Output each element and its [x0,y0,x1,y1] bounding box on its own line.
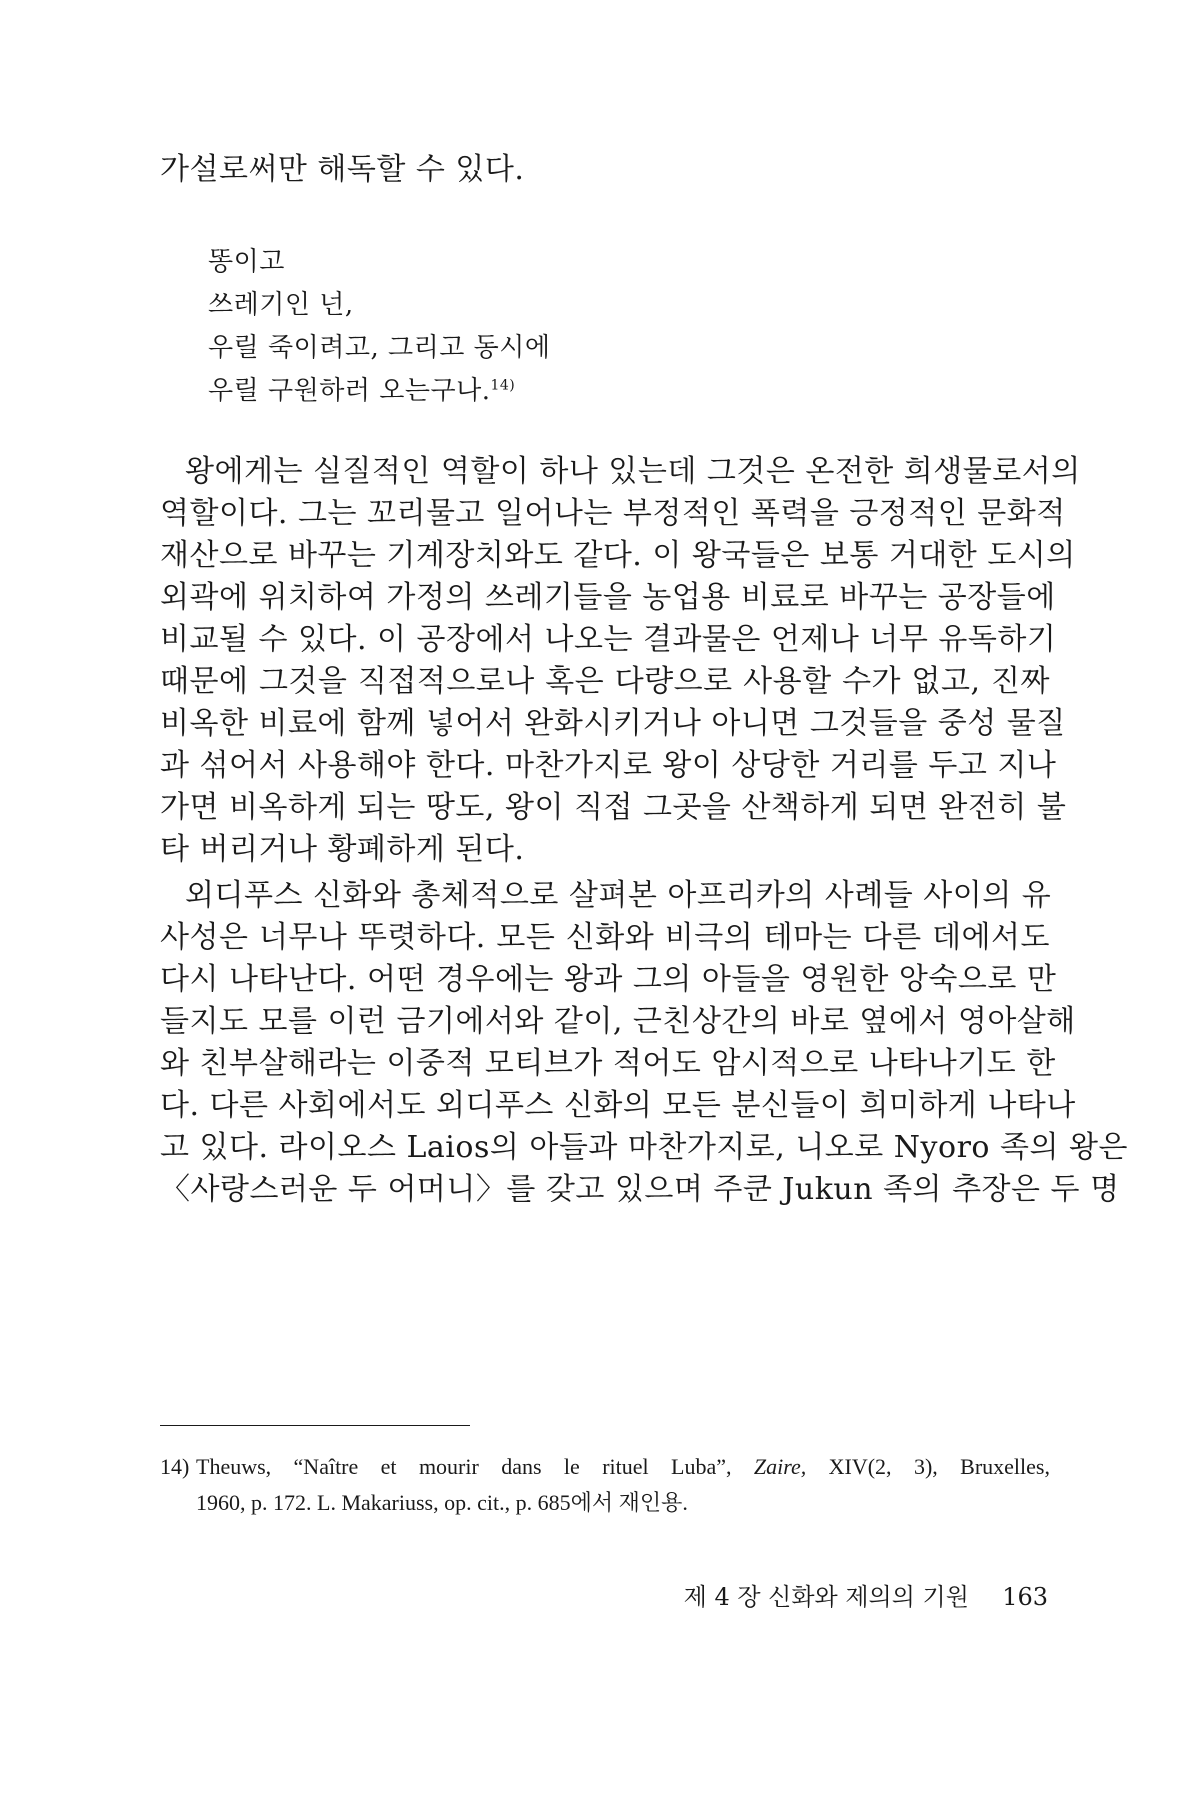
footnote-journal: Zaire, [753,1454,807,1479]
paragraph-line: 과 섞어서 사용해야 한다. 마찬가지로 왕이 상당한 거리를 두고 지나 [160,748,1057,783]
paragraph-line: 들지도 모를 이런 금기에서와 같이, 근친상간의 바로 옆에서 영아살해 [160,1004,1076,1039]
paragraph-line: 다시 나타난다. 어떤 경우에는 왕과 그의 아들을 영원한 앙숙으로 만 [160,962,1057,997]
footnote-divider [160,1425,470,1426]
paragraph-line: 비옥한 비료에 함께 넣어서 완화시키거나 아니면 그것들을 중성 물질 [160,706,1066,741]
paragraph-line: 때문에 그것을 직접적으로나 혹은 다량으로 사용할 수가 없고, 진짜 [160,664,1050,699]
paragraph-line: 〈사랑스러운 두 어머니〉를 갖고 있으며 주쿤 Jukun 족의 추장은 두 명 [160,1172,1120,1207]
footnote-line [160,1450,1050,1484]
paragraph-line: 역할이다. 그는 꼬리물고 일어나는 부정적인 폭력을 긍정적인 문화적 [160,496,1066,531]
page-footer [640,1580,1048,1614]
paragraph-line: 외디푸스 신화와 총체적으로 살펴본 아프리카의 사례들 사이의 유 [185,878,1052,913]
opening-line: 가설로써만 해독할 수 있다. [160,152,525,187]
poem-line: 쓰레기인 넌, [208,290,354,320]
paragraph-line: 고 있다. 라이오스 Laios의 아들과 마찬가지로, 니오로 Nyoro 족의 왕은 [160,1130,1128,1165]
page-number: 163 [1002,1583,1048,1611]
paragraph-line: 와 친부살해라는 이중적 모티브가 적어도 암시적으로 나타나기도 한 [160,1046,1056,1081]
footnote-citation: Theuws, “Naître et mourir dans le rituel Luba”, [196,1454,754,1479]
chapter-title: 제 4 장 신화와 제의의 기원 [683,1583,969,1611]
paragraph-line: 왕에게는 실질적인 역할이 하나 있는데 그것은 온전한 희생물로서의 [185,454,1081,489]
footnote-citation-rest: XIV(2, 3), Bruxelles, [806,1454,1050,1479]
footnote-reference: 14) [490,377,516,394]
footnote-number: 14) [160,1454,190,1479]
paragraph-line: 다. 다른 사회에서도 외디푸스 신화의 모든 분신들이 희미하게 나타나 [160,1088,1076,1123]
footnote-line: 1960, p. 172. L. Makariuss, op. cit., p. 685에서 재인용. [196,1490,688,1515]
poem-line: 똥이고 [208,247,285,277]
poem-line: 우릴 죽이려고, 그리고 동시에 [208,333,551,363]
poem-line-last [208,371,515,411]
paragraph-line: 재산으로 바꾸는 기계장치와도 같다. 이 왕국들은 보통 거대한 도시의 [160,538,1076,573]
paragraph-line: 가면 비옥하게 되는 땅도, 왕이 직접 그곳을 산책하게 되면 완전히 불 [160,790,1067,825]
paragraph-line: 외곽에 위치하여 가정의 쓰레기들을 농업용 비료로 바꾸는 공장들에 [160,580,1056,615]
paragraph-line: 사성은 너무나 뚜렷하다. 모든 신화와 비극의 테마는 다른 데에서도 [160,920,1050,955]
paragraph-line: 비교될 수 있다. 이 공장에서 나오는 결과물은 언제나 너무 유독하기 [160,622,1057,657]
poem-line-text: 우릴 구원하러 오는구나. [208,376,491,406]
paragraph-line: 타 버리거나 황폐하게 된다. [160,832,525,867]
